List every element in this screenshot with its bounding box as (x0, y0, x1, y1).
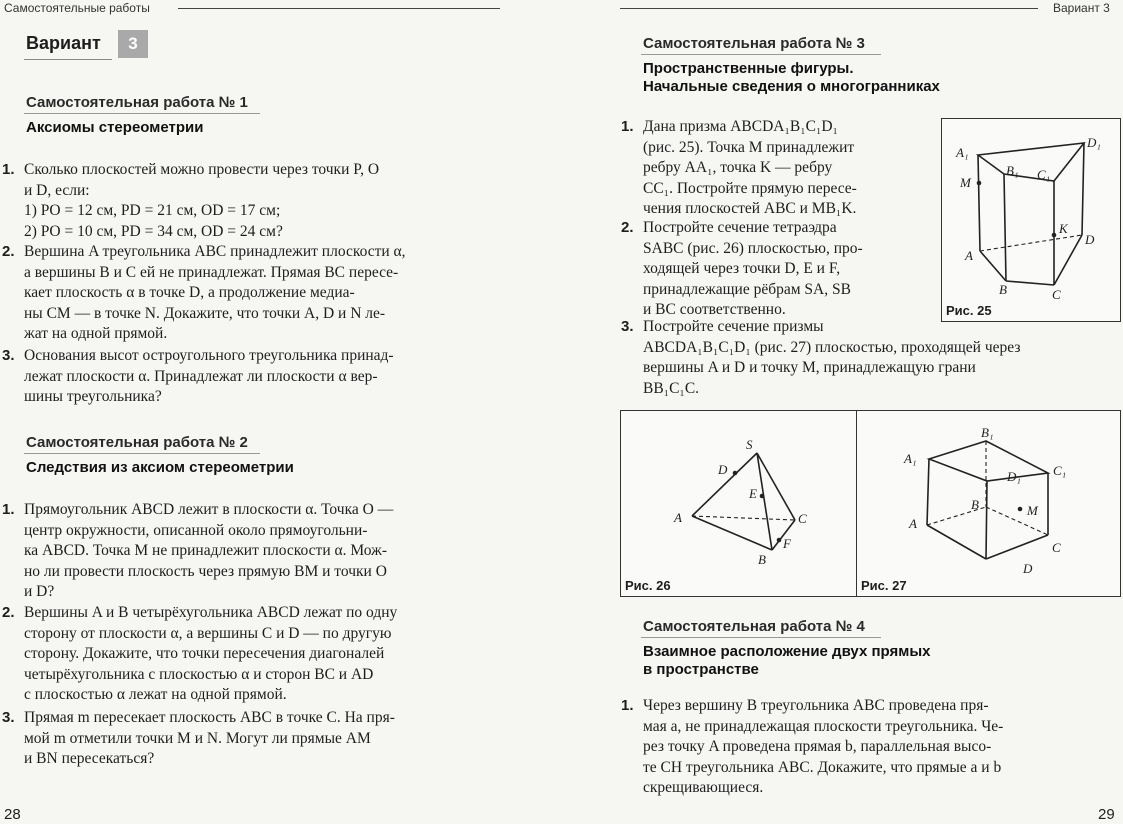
fig25-edge (1054, 235, 1082, 285)
fig25-edge (1006, 281, 1054, 285)
fig27-edge (986, 535, 1048, 559)
page-number-left: 28 (4, 806, 21, 823)
sw1-task-1 (2, 160, 499, 242)
fig25-caption: Рис. 25 (946, 303, 992, 318)
running-header-right: Вариант 3 (1053, 1, 1110, 15)
fig27-label-b: B (971, 497, 979, 512)
task-number: 1. (2, 161, 15, 178)
fig25-label-k: K (1059, 221, 1068, 236)
task-number: 2. (621, 219, 634, 236)
task-line: с плоскостью α лежат на одной прямой. (24, 686, 287, 703)
variant-underline (24, 59, 112, 60)
task-line: мой m отметили точки M и N. Могут ли прямые AM (24, 729, 371, 747)
fig26-label-b: B (758, 552, 766, 567)
sw1-title-rule (24, 113, 260, 114)
fig27-label-c1: C₁ (1053, 463, 1067, 478)
task-line: Основания высот остроугольного треугольника принад- (24, 347, 394, 364)
task-line: рез точку A проведена прямая b, параллельная высо- (643, 738, 992, 755)
sw2-task-3 (2, 708, 499, 770)
task-number: 2. (2, 604, 15, 621)
task-line: 1) PO = 12 см, PD = 21 см, OD = 17 см; (24, 202, 281, 219)
running-header-left: Самостоятельные работы (4, 1, 150, 15)
fig25-label-a: A (965, 248, 973, 263)
task-line: вершины A и D и точку M, принадлежащую грани (643, 359, 976, 376)
task-line: ходящей через точки D, E и F, (643, 260, 841, 277)
sw4-task-1 (621, 696, 1118, 799)
task-line: BB₁C₁C. (643, 379, 700, 397)
fig27-label-a1: A₁ (904, 451, 917, 466)
sw1-task-3 (2, 346, 499, 408)
fig25-edge (980, 251, 1006, 281)
fig25-label-d: D (1085, 232, 1095, 247)
fig27-label-b1: B₁ (981, 425, 994, 440)
fig26-point-e (760, 494, 765, 499)
task-line: ABCDA₁B₁C₁D₁ (рис. 27) плоскостью, проходящей через (643, 338, 1021, 356)
sw2-subtitle: Следствия из аксиом стереометрии (26, 459, 294, 476)
fig26-point-f (777, 538, 782, 543)
task-line: шины треугольника? (24, 388, 162, 405)
task-line: ребру AA₁, точка K — ребру (643, 159, 833, 176)
task-line: Прямоугольник ABCD лежит в плоскости α. Точка O — (24, 501, 394, 518)
task-line: (рис. 25). Точка M принадлежит (643, 138, 855, 156)
task-number: 1. (621, 697, 634, 714)
task-line: CC₁. Постройте прямую пересе- (643, 179, 857, 197)
fig25-label-c: C (1052, 287, 1061, 302)
page-number-right: 29 (1098, 806, 1115, 823)
fig25-label-a1: A₁ (956, 145, 969, 160)
fig25-label-b: B (999, 282, 1007, 297)
fig27-label-d: D (1023, 561, 1033, 576)
task-line: 2) PO = 10 см, PD = 34 см, OD = 24 см? (24, 222, 283, 240)
sw3-subtitle-1: Пространственные фигуры. (643, 60, 854, 77)
task-line: принадлежащие рёбрам SA, SB (643, 280, 851, 298)
task-line: Через вершину B треугольника ABC проведена пря- (643, 697, 989, 714)
figure-27-drawing (857, 411, 1119, 596)
sw4-title: Самостоятельная работа № 4 (643, 618, 865, 635)
figure-25 (941, 118, 1121, 322)
task-line: Вершины A и B четырёхугольника ABCD лежат по одну (24, 604, 398, 621)
header-rule-left (178, 8, 500, 9)
task-line: SABC (рис. 26) плоскостью, про- (643, 239, 863, 257)
fig27-label-c: C (1052, 540, 1061, 555)
fig26-hidden-edge-ac (692, 516, 795, 520)
fig25-edge (978, 155, 980, 251)
task-line: мая a, не принадлежащая плоскости треугольника. Че- (643, 717, 1004, 735)
fig27-edge (927, 459, 929, 525)
fig25-label-c1: C₁ (1037, 167, 1051, 182)
fig26-label-c: C (798, 511, 807, 526)
task-line: сторону. Докажите, что точки пересечения диагоналей (24, 645, 385, 662)
task-line: четырёхугольника с плоскостью α и сторон BC и AD (24, 665, 374, 683)
task-number: 1. (621, 118, 634, 135)
task-line: ка ABCD. Точка M не принадлежит плоскости α. Мож- (24, 542, 387, 559)
fig26-edge-ab (692, 516, 772, 550)
task-number: 3. (2, 347, 15, 364)
figures-26-27 (620, 410, 1121, 597)
fig27-edge (927, 525, 986, 559)
fig25-point-k (1052, 233, 1057, 238)
sw2-task-1 (2, 500, 499, 603)
task-number: 1. (2, 501, 15, 518)
task-line: ны CM — в точке N. Докажите, что точки A, D и N ле- (24, 304, 386, 322)
fig25-edge (1004, 174, 1006, 281)
task-line: скрещивающиеся. (643, 779, 764, 796)
task-line: Постройте сечение тетраэдра (643, 219, 837, 236)
task-line: Вершина A треугольника ABC принадлежит плоскости α, (24, 243, 406, 260)
fig26-label-s: S (746, 437, 753, 452)
fig26-label-a: A (674, 510, 682, 525)
task-line: кает плоскость α в точке D, а продолжение медиа- (24, 284, 355, 301)
sw2-title: Самостоятельная работа № 2 (26, 434, 248, 451)
task-line: Дана призма ABCDA₁B₁C₁D₁ (643, 118, 838, 135)
task-number: 2. (2, 243, 15, 260)
sw3-title: Самостоятельная работа № 3 (643, 35, 865, 52)
figure-26-drawing (621, 411, 856, 596)
sw2-task-2 (2, 603, 499, 706)
figure-25-drawing (942, 119, 1120, 321)
fig25-hidden-edge (980, 235, 1082, 251)
fig27-caption: Рис. 27 (861, 578, 907, 593)
fig27-point-m (1018, 507, 1023, 512)
task-number: 3. (2, 709, 15, 726)
fig27-hidden-edge (986, 507, 1048, 535)
fig25-label-b1: B₁ (1006, 163, 1019, 178)
task-line: сторону от плоскости α, а вершины C и D — по другую (24, 624, 392, 642)
sw3-task-2 (621, 218, 923, 321)
fig26-caption: Рис. 26 (625, 578, 671, 593)
fig25-top-face (978, 143, 1084, 181)
sw4-title-rule (641, 637, 881, 638)
task-line: чения плоскостей ABC и MB₁K. (643, 200, 857, 217)
fig26-point-d (733, 471, 738, 476)
task-line: лежат плоскости α. Принадлежат ли плоскости α вер- (24, 367, 378, 385)
sw1-subtitle: Аксиомы стереометрии (26, 119, 204, 136)
sw2-title-rule (24, 453, 260, 454)
sw3-subtitle-2: Начальные сведения о многогранниках (643, 78, 940, 95)
sw1-task-2 (2, 242, 499, 345)
sw3-task-1 (621, 117, 923, 220)
task-line: но ли провести плоскость через прямую BM и точки O (24, 562, 387, 580)
task-line: центр окружности, описанной около прямоугольни- (24, 521, 368, 539)
fig27-label-d1: D₁ (1007, 469, 1021, 484)
fig25-label-d1: D₁ (1087, 135, 1101, 150)
sw1-title: Самостоятельная работа № 1 (26, 94, 248, 111)
task-line: жат на одной прямой. (24, 325, 168, 342)
header-rule-right (620, 8, 1038, 9)
variant-label: Вариант (26, 33, 101, 53)
task-line: Прямая m пересекает плоскость ABC в точке C. На пря- (24, 709, 395, 726)
sw4-subtitle-2: в пространстве (643, 661, 759, 678)
sw3-title-rule (641, 54, 881, 55)
fig26-label-f: F (783, 536, 791, 551)
task-line: те CH треугольника ABC. Докажите, что прямые a и b (643, 758, 1002, 776)
fig27-top-face (929, 441, 1048, 481)
task-line: и BN пересекаться? (24, 750, 155, 767)
task-line: и D? (24, 583, 55, 600)
fig26-label-e: E (749, 486, 757, 501)
fig25-label-m: M (960, 175, 971, 190)
fig25-point-m (977, 181, 982, 186)
task-line: и BC соответственно. (643, 301, 786, 318)
task-line: Сколько плоскостей можно провести через точки P, O (24, 161, 380, 178)
sw4-subtitle-1: Взаимное расположение двух прямых (643, 643, 931, 660)
variant-badge: 3 (118, 30, 148, 58)
sw3-task-3 (621, 317, 1118, 399)
fig26-label-d: D (718, 462, 728, 477)
task-line: Постройте сечение призмы (643, 318, 824, 335)
task-line: и D, если: (24, 181, 90, 199)
task-number: 3. (621, 318, 634, 335)
fig27-label-a: A (909, 516, 917, 531)
task-line: а вершины B и C ей не принадлежат. Прямая BC пересе- (24, 263, 399, 281)
fig27-label-m: M (1027, 503, 1038, 518)
fig25-edge (1082, 143, 1084, 235)
